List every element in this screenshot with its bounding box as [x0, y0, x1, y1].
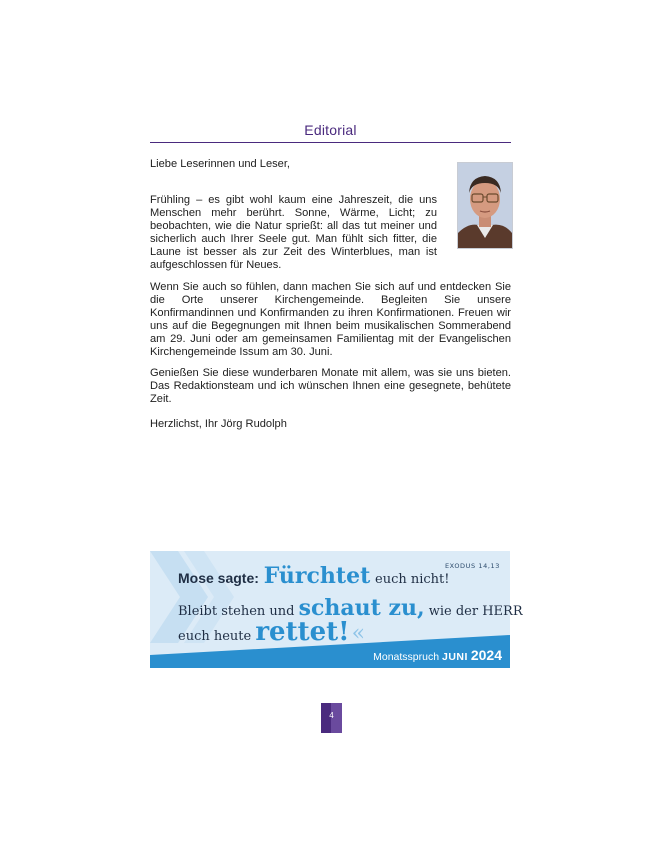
verse-text-2b: wie der HERR [428, 604, 523, 619]
month-label: Monatsspruch [373, 651, 440, 663]
section-heading: Editorial [304, 122, 357, 138]
month-year: 2024 [470, 647, 502, 663]
signature: Herzlichst, Ihr Jörg Rudolph [150, 418, 287, 430]
paragraph-3: Genießen Sie diese wunderbaren Monate mit allem, was sie uns bieten. Das Redaktionsteam und ich wünschen Ihnen eine gesegnete, behütete Zeit. [150, 367, 511, 405]
verse-emphasis-3: rettet! [255, 617, 350, 647]
month-name: JUNI [441, 651, 468, 663]
page-marker [321, 703, 342, 733]
greeting: Liebe Leserinnen und Leser, [150, 158, 291, 170]
paragraph-2: Wenn Sie auch so fühlen, dann machen Sie sich auf und entdecken Sie die Orte unserer Kirchengemeinde. Begleiten Sie unsere Konfirmandinnen und Konfirmanden zu ihren Konfirmationen. Freuen wir uns auf die Begegnungen mit Ihnen beim musikalischen Sommerabend am 29. Juni oder am gemeinsamen Familientag mit der Evangelischen Kirchengemeinde Issum am 30. Juni. [150, 281, 511, 358]
verse-emphasis-2: schaut zu, [298, 595, 425, 621]
author-photo [457, 162, 513, 249]
paragraph-1: Frühling – es gibt wohl kaum eine Jahreszeit, die uns Menschen mehr berührt. Sonne, Wärme, Licht; zu beobachten, wie die Natur sprießt: all das tut meiner und sicherlich auch Ihrer Seele gut. Man fühlt sich fitter, die Laune ist besser als zur Zeit des Winterblues, man ist aufgeschlossen für Neues. [150, 194, 437, 271]
verse-line-3 [178, 617, 365, 647]
closing-quote: « [351, 621, 366, 646]
bible-reference: EXODUS 14,13 [444, 562, 500, 570]
verse-text-1: euch nicht! [375, 572, 450, 587]
verse-emphasis-1: Fürchtet [263, 563, 371, 589]
verse-lead: Mose sagte: [178, 570, 259, 586]
verse-line-1 [178, 563, 450, 589]
verse-text-3: euch heute [178, 629, 252, 644]
verse-text-2a: Bleibt stehen und [178, 604, 295, 619]
heading-rule [150, 142, 511, 143]
monthly-verse-label [373, 647, 502, 663]
page-number: 4 [329, 711, 334, 720]
monthly-verse-banner [150, 551, 523, 668]
